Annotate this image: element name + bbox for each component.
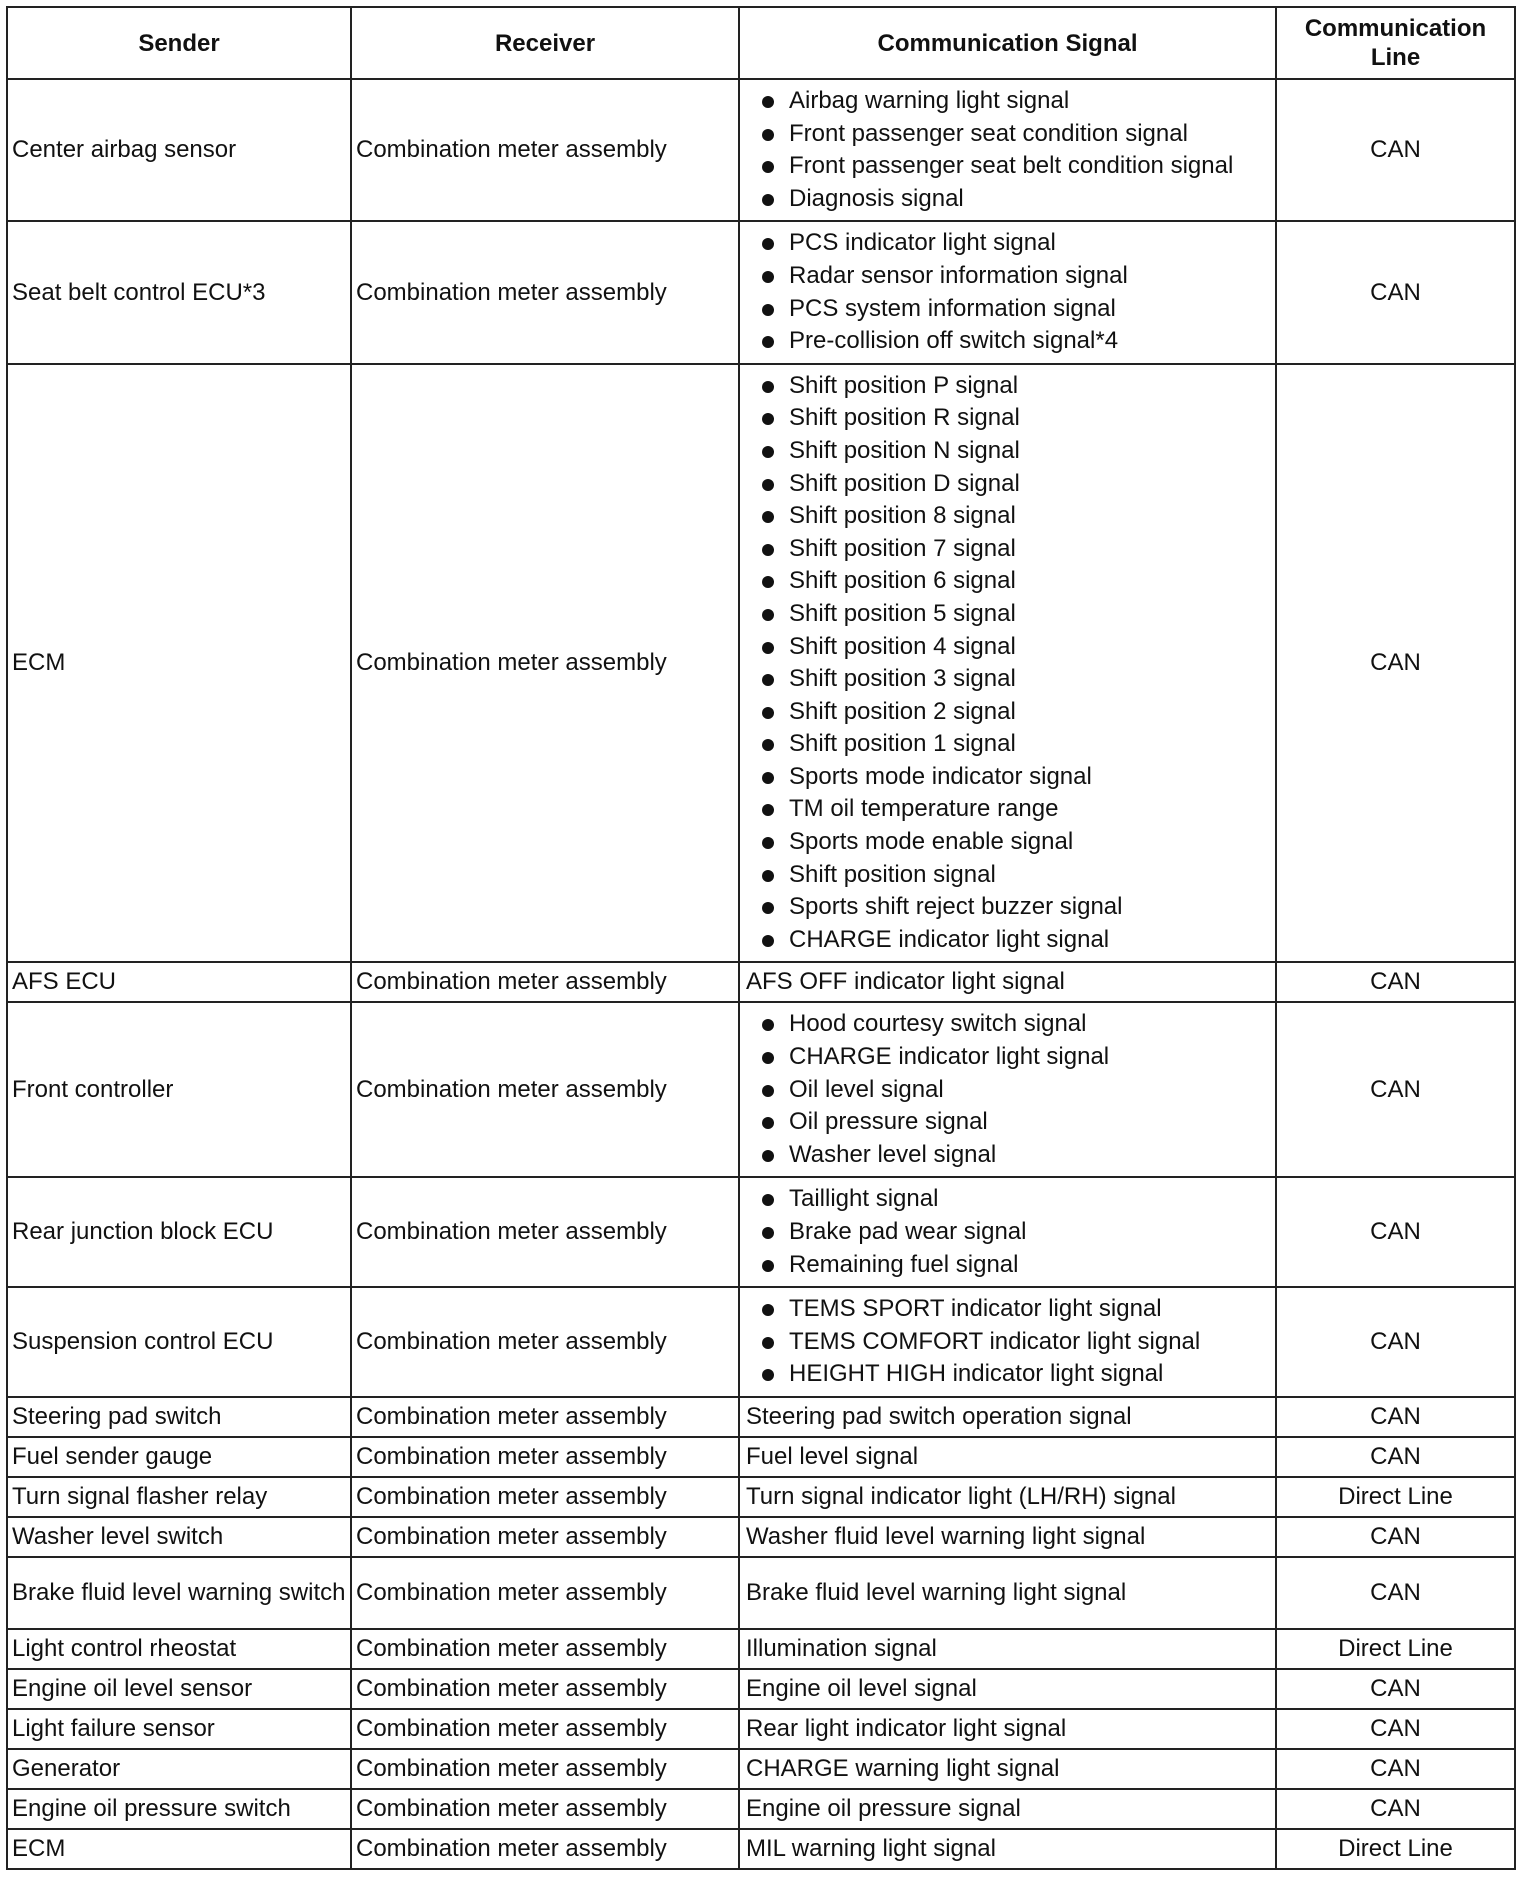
communication-line-cell: Direct Line [1276, 1829, 1515, 1869]
signal-cell: AFS OFF indicator light signal [739, 962, 1276, 1002]
signal-list-item: Front passenger seat belt condition signal [758, 150, 1275, 183]
signal-list-item: Diagnosis signal [758, 183, 1275, 216]
table-row [7, 1517, 1515, 1557]
signal-list [740, 1003, 1275, 1176]
communication-line-cell: CAN [1276, 1517, 1515, 1557]
table-row [7, 1397, 1515, 1437]
receiver-cell: Combination meter assembly [351, 221, 739, 363]
sender-cell: Engine oil level sensor [7, 1669, 351, 1709]
signal-list [740, 1178, 1275, 1286]
table-row [7, 1789, 1515, 1829]
signal-cell: MIL warning light signal [739, 1829, 1276, 1869]
signal-cell [739, 1177, 1276, 1287]
signal-list-item: Shift position 6 signal [758, 565, 1275, 598]
sender-cell: Steering pad switch [7, 1397, 351, 1437]
signal-list-item: Sports mode indicator signal [758, 761, 1275, 794]
signal-list-item: Brake pad wear signal [758, 1216, 1275, 1249]
signal-cell: Washer fluid level warning light signal [739, 1517, 1276, 1557]
signal-list-item: Shift position signal [758, 859, 1275, 892]
receiver-cell: Combination meter assembly [351, 1287, 739, 1397]
signal-list-item: Airbag warning light signal [758, 85, 1275, 118]
receiver-cell: Combination meter assembly [351, 364, 739, 963]
signal-list-item: Shift position 5 signal [758, 598, 1275, 631]
communication-line-cell: CAN [1276, 1397, 1515, 1437]
signal-cell: Steering pad switch operation signal [739, 1397, 1276, 1437]
signal-cell: Engine oil pressure signal [739, 1789, 1276, 1829]
receiver-cell: Combination meter assembly [351, 1669, 739, 1709]
sender-cell: Suspension control ECU [7, 1287, 351, 1397]
communication-line-cell: CAN [1276, 1437, 1515, 1477]
signal-cell: Engine oil level signal [739, 1669, 1276, 1709]
signal-list-item: Shift position 2 signal [758, 696, 1275, 729]
table-row [7, 1709, 1515, 1749]
signal-list-item: HEIGHT HIGH indicator light signal [758, 1358, 1275, 1391]
receiver-cell: Combination meter assembly [351, 1397, 739, 1437]
table-row [7, 1749, 1515, 1789]
page [6, 6, 1516, 1870]
receiver-cell: Combination meter assembly [351, 1477, 739, 1517]
table-row [7, 1669, 1515, 1709]
signal-list [740, 222, 1275, 362]
signal-list [740, 1288, 1275, 1396]
communication-line-cell: CAN [1276, 1709, 1515, 1749]
receiver-cell: Combination meter assembly [351, 1177, 739, 1287]
signal-list-item: TEMS COMFORT indicator light signal [758, 1326, 1275, 1359]
sender-cell: Light control rheostat [7, 1629, 351, 1669]
signal-list-item: CHARGE indicator light signal [758, 924, 1275, 957]
receiver-cell: Combination meter assembly [351, 1629, 739, 1669]
header-row [7, 7, 1515, 79]
header-sender: Sender [7, 7, 351, 79]
sender-cell: Rear junction block ECU [7, 1177, 351, 1287]
signal-list-item: Remaining fuel signal [758, 1249, 1275, 1282]
communication-line-cell: CAN [1276, 1669, 1515, 1709]
signal-list-item: Front passenger seat condition signal [758, 118, 1275, 151]
signal-list-item: Radar sensor information signal [758, 260, 1275, 293]
communication-line-cell: CAN [1276, 1557, 1515, 1629]
signal-list-item: Sports mode enable signal [758, 826, 1275, 859]
signal-list-item: PCS indicator light signal [758, 227, 1275, 260]
table-row [7, 1829, 1515, 1869]
table-header [7, 7, 1515, 79]
signal-cell: Illumination signal [739, 1629, 1276, 1669]
receiver-cell: Combination meter assembly [351, 1002, 739, 1177]
signal-cell [739, 1287, 1276, 1397]
header-communication-line: Communication Line [1276, 7, 1515, 79]
signal-list-item: Shift position 7 signal [758, 533, 1275, 566]
signal-cell: Fuel level signal [739, 1437, 1276, 1477]
receiver-cell: Combination meter assembly [351, 1437, 739, 1477]
signal-cell [739, 364, 1276, 963]
signal-list-item: Shift position N signal [758, 435, 1275, 468]
signal-list-item: Oil pressure signal [758, 1106, 1275, 1139]
signal-cell [739, 1002, 1276, 1177]
table-row [7, 962, 1515, 1002]
signal-list-item: Shift position 1 signal [758, 728, 1275, 761]
signal-list-item: TEMS SPORT indicator light signal [758, 1293, 1275, 1326]
signal-list-item: Shift position 3 signal [758, 663, 1275, 696]
communication-line-cell: CAN [1276, 1177, 1515, 1287]
signal-cell: CHARGE warning light signal [739, 1749, 1276, 1789]
signal-cell: Turn signal indicator light (LH/RH) signal [739, 1477, 1276, 1517]
table-row [7, 1557, 1515, 1629]
sender-cell: Washer level switch [7, 1517, 351, 1557]
table-row [7, 1287, 1515, 1397]
signal-list-item: Hood courtesy switch signal [758, 1008, 1275, 1041]
sender-cell: ECM [7, 1829, 351, 1869]
table-row [7, 1477, 1515, 1517]
receiver-cell: Combination meter assembly [351, 962, 739, 1002]
receiver-cell: Combination meter assembly [351, 1749, 739, 1789]
sender-cell: Fuel sender gauge [7, 1437, 351, 1477]
signal-list-item: Shift position P signal [758, 370, 1275, 403]
table-row [7, 1002, 1515, 1177]
sender-cell: Brake fluid level warning switch [7, 1557, 351, 1629]
communication-line-cell: CAN [1276, 962, 1515, 1002]
receiver-cell: Combination meter assembly [351, 1789, 739, 1829]
sender-cell: Light failure sensor [7, 1709, 351, 1749]
signal-list-item: CHARGE indicator light signal [758, 1041, 1275, 1074]
signal-cell [739, 79, 1276, 221]
signal-list-item: Washer level signal [758, 1139, 1275, 1172]
signal-list-item: Shift position 8 signal [758, 500, 1275, 533]
signal-list-item: TM oil temperature range [758, 793, 1275, 826]
communication-line-cell: CAN [1276, 1789, 1515, 1829]
communication-line-cell: Direct Line [1276, 1477, 1515, 1517]
communication-line-cell: CAN [1276, 221, 1515, 363]
signal-list-item: Sports shift reject buzzer signal [758, 891, 1275, 924]
receiver-cell: Combination meter assembly [351, 1829, 739, 1869]
receiver-cell: Combination meter assembly [351, 79, 739, 221]
signal-list [740, 80, 1275, 220]
receiver-cell: Combination meter assembly [351, 1709, 739, 1749]
communication-line-cell: CAN [1276, 364, 1515, 963]
table-row [7, 1177, 1515, 1287]
signal-list [740, 365, 1275, 962]
table-row [7, 221, 1515, 363]
receiver-cell: Combination meter assembly [351, 1557, 739, 1629]
signal-list-item: PCS system information signal [758, 293, 1275, 326]
receiver-cell: Combination meter assembly [351, 1517, 739, 1557]
table-row [7, 1629, 1515, 1669]
header-communication-signal: Communication Signal [739, 7, 1276, 79]
header-receiver: Receiver [351, 7, 739, 79]
signal-list-item: Pre-collision off switch signal*4 [758, 325, 1275, 358]
communication-line-cell: CAN [1276, 1287, 1515, 1397]
signal-list-item: Oil level signal [758, 1074, 1275, 1107]
signal-list-item: Shift position R signal [758, 402, 1275, 435]
signal-list-item: Shift position D signal [758, 468, 1275, 501]
sender-cell: Seat belt control ECU*3 [7, 221, 351, 363]
sender-cell: Front controller [7, 1002, 351, 1177]
signal-list-item: Shift position 4 signal [758, 631, 1275, 664]
sender-cell: Generator [7, 1749, 351, 1789]
communication-line-cell: CAN [1276, 79, 1515, 221]
signal-list-item: Taillight signal [758, 1183, 1275, 1216]
table-body [7, 79, 1515, 1869]
signal-cell: Brake fluid level warning light signal [739, 1557, 1276, 1629]
sender-cell: AFS ECU [7, 962, 351, 1002]
sender-cell: Turn signal flasher relay [7, 1477, 351, 1517]
communication-line-cell: CAN [1276, 1002, 1515, 1177]
communication-line-cell: Direct Line [1276, 1629, 1515, 1669]
table-row [7, 364, 1515, 963]
sender-cell: Center airbag sensor [7, 79, 351, 221]
communication-table [6, 6, 1516, 1870]
signal-cell: Rear light indicator light signal [739, 1709, 1276, 1749]
table-row [7, 79, 1515, 221]
table-row [7, 1437, 1515, 1477]
sender-cell: Engine oil pressure switch [7, 1789, 351, 1829]
signal-cell [739, 221, 1276, 363]
communication-line-cell: CAN [1276, 1749, 1515, 1789]
sender-cell: ECM [7, 364, 351, 963]
